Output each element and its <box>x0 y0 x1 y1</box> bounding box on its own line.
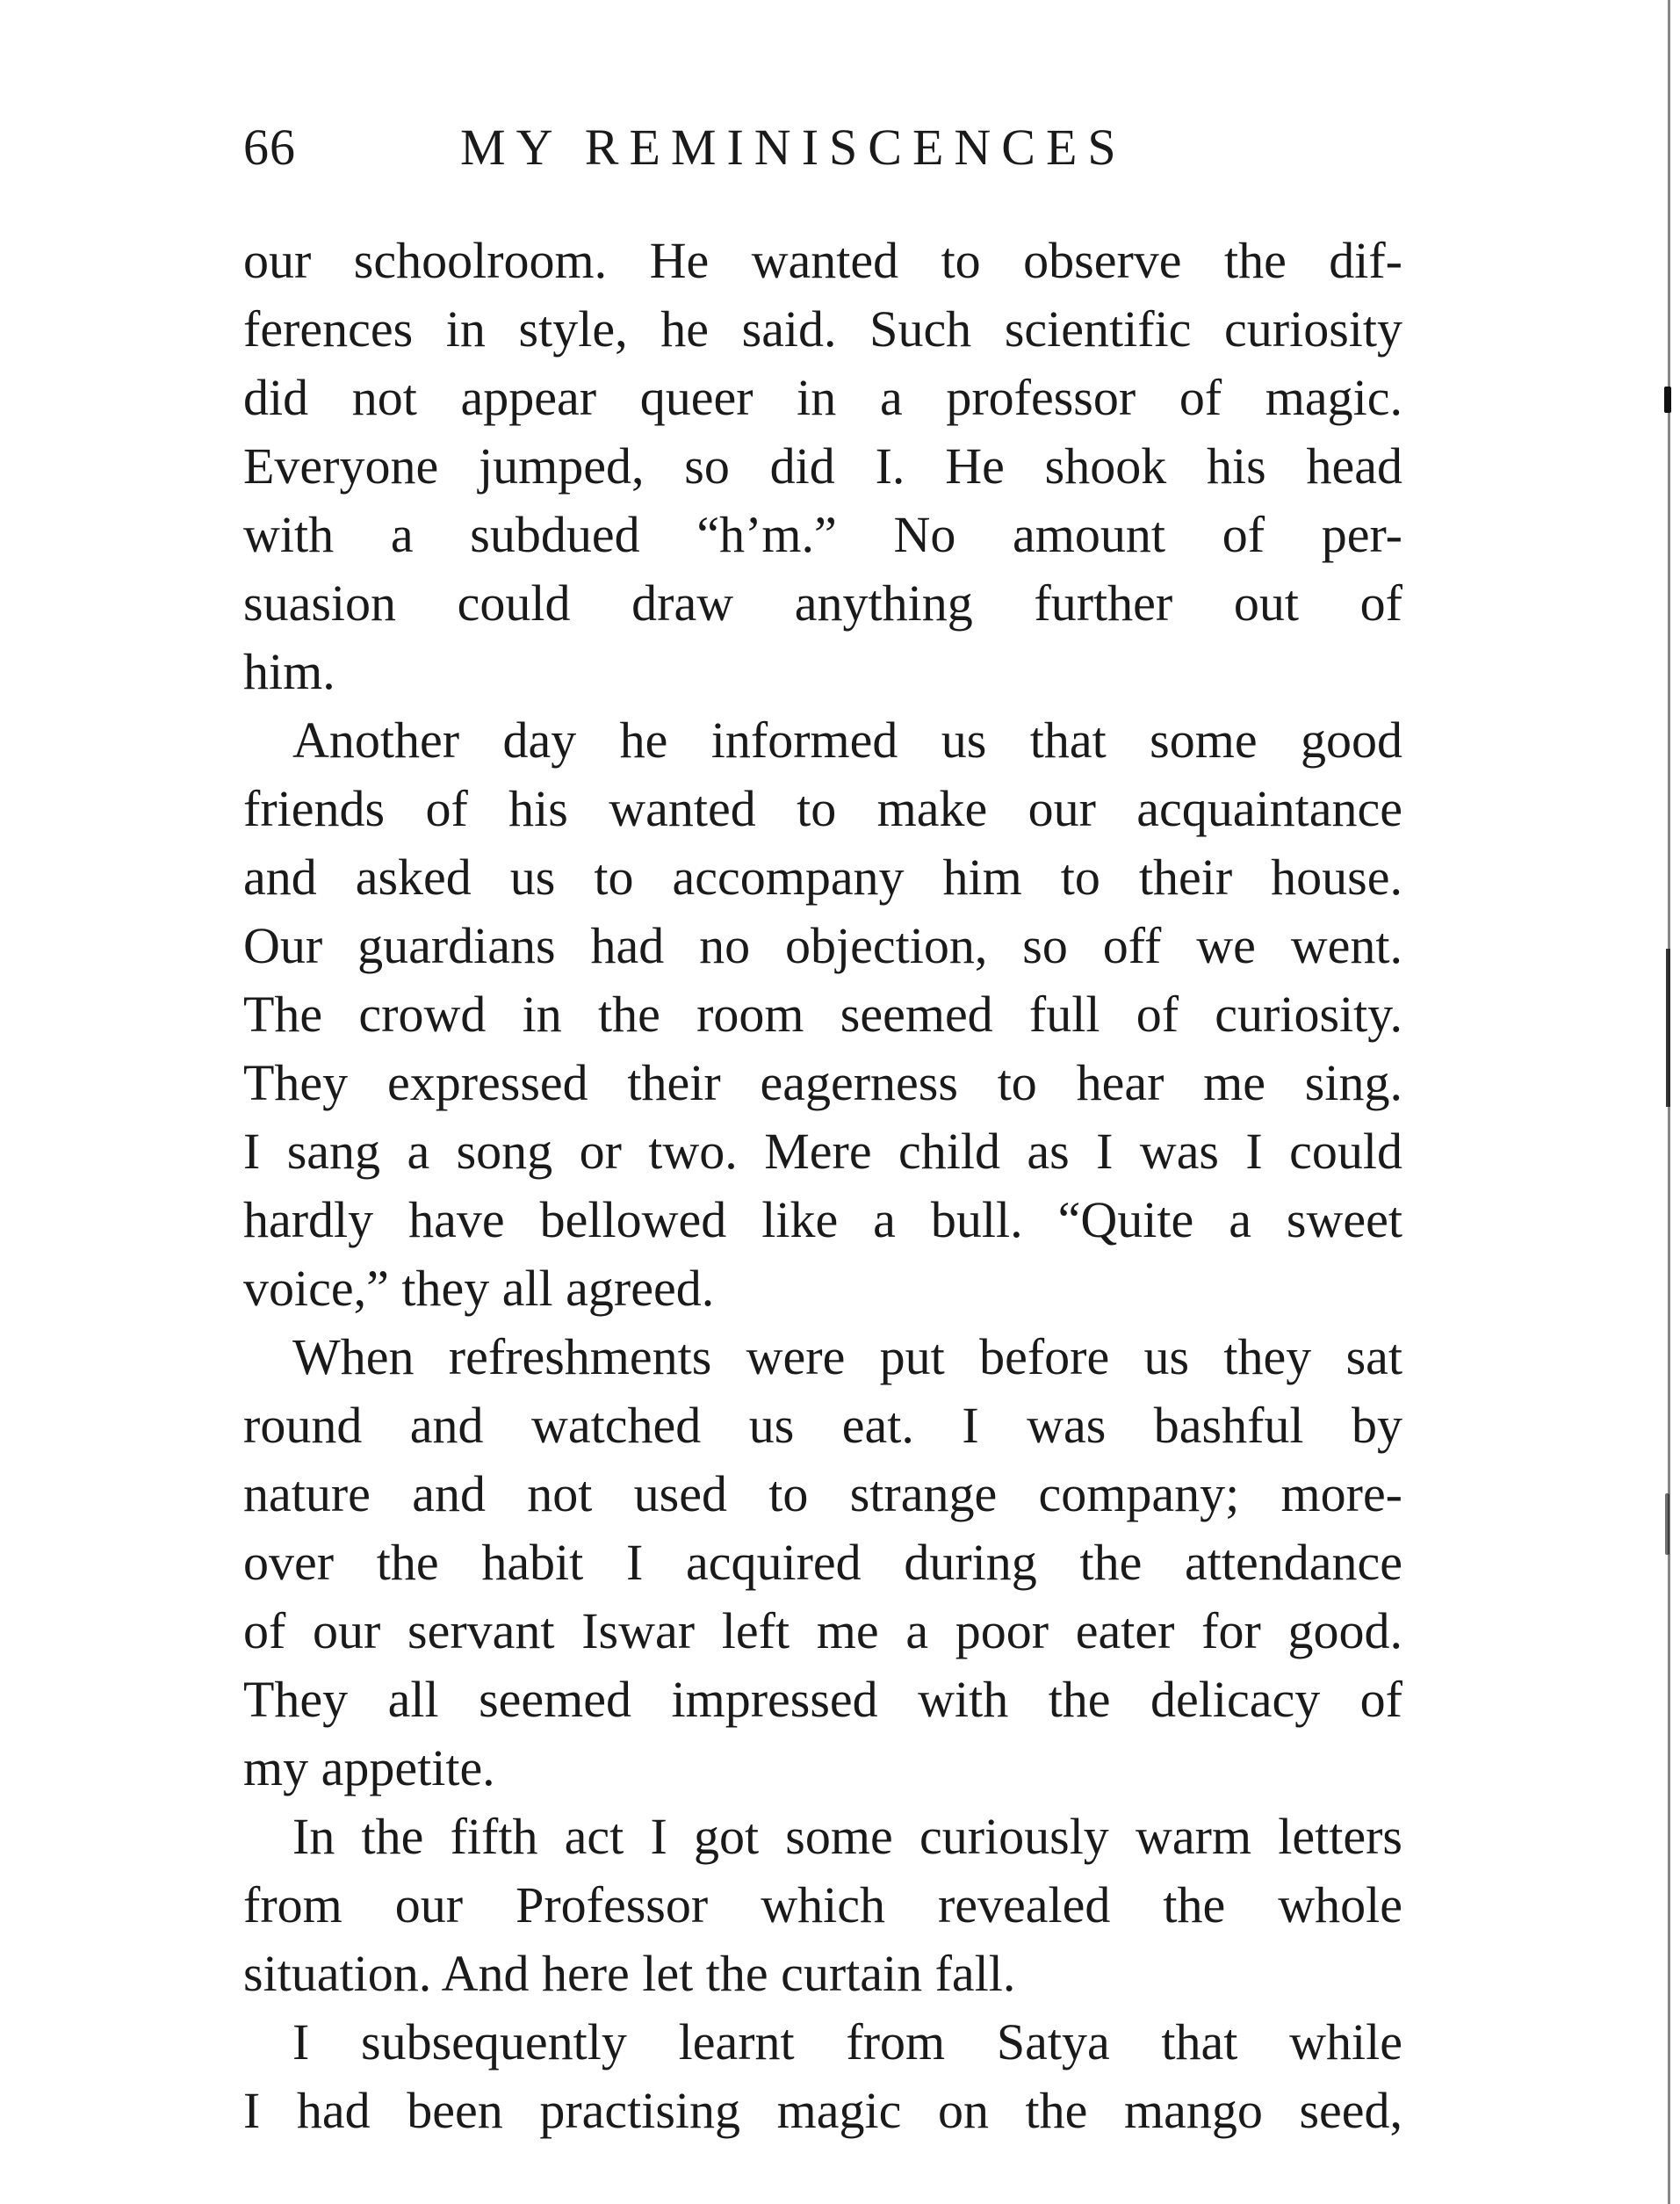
text-line: voice,” they all agreed. <box>243 1260 715 1317</box>
text-line: and asked us to accompany him to their house. <box>243 849 1402 906</box>
text-line: Our guardians had no objection, so off we went. <box>243 917 1402 974</box>
page-number: 66 <box>243 119 296 176</box>
text-line: him. <box>243 643 335 700</box>
page-header <box>243 112 1402 183</box>
paragraph-5 <box>243 2008 1402 2145</box>
text-line: I subsequently learnt from Satya that while <box>292 2013 1402 2070</box>
binding-rule-dark <box>1666 949 1670 1107</box>
paragraph-2 <box>243 706 1402 1323</box>
scan-speck <box>1664 387 1671 413</box>
text-line: hardly have bellowed like a bull. “Quite a sweet <box>243 1191 1402 1248</box>
text-line: They all seemed impressed with the delicacy of <box>243 1671 1402 1728</box>
text-line: did not appear queer in a professor of magic. <box>243 369 1402 426</box>
text-line: of our servant Iswar left me a poor eater for good. <box>243 1602 1402 1659</box>
paragraph-3 <box>243 1323 1402 1803</box>
text-line: with a subdued “h’m.” No amount of per- <box>243 506 1402 563</box>
text-line: I sang a song or two. Mere child as I was I could <box>243 1123 1402 1180</box>
text-line: situation. And here let the curtain fall. <box>243 1945 1016 2002</box>
text-line: ferences in style, he said. Such scientific curiosity <box>243 300 1402 358</box>
text-line: I had been practising magic on the mango seed, <box>243 2082 1402 2139</box>
text-line: our schoolroom. He wanted to observe the dif- <box>243 232 1402 289</box>
paragraph-4 <box>243 1803 1402 2008</box>
text-line: round and watched us eat. I was bashful by <box>243 1397 1402 1454</box>
text-line: They expressed their eagerness to hear me sing. <box>243 1054 1402 1111</box>
body-text <box>243 227 1402 2145</box>
text-line: from our Professor which revealed the whole <box>243 1876 1402 1933</box>
running-head: MY REMINISCENCES <box>460 119 1127 176</box>
text-line: Another day he informed us that some good <box>292 712 1402 769</box>
text-line: Everyone jumped, so did I. He shook his head <box>243 437 1402 495</box>
text-line: over the habit I acquired during the attendance <box>243 1534 1402 1591</box>
text-line: my appetite. <box>243 1739 495 1796</box>
binding-edge <box>1650 0 1680 2204</box>
paragraph-1 <box>243 227 1402 706</box>
text-line: When refreshments were put before us they sat <box>292 1328 1402 1385</box>
text-line: friends of his wanted to make our acquaintance <box>243 780 1402 837</box>
text-line: nature and not used to strange company; more- <box>243 1465 1402 1522</box>
text-line: In the fifth act I got some curiously warm letters <box>292 1808 1402 1865</box>
scan-speck <box>1665 1493 1669 1555</box>
text-line: suasion could draw anything further out of <box>243 574 1402 632</box>
text-line: The crowd in the room seemed full of curiosity. <box>243 986 1402 1043</box>
